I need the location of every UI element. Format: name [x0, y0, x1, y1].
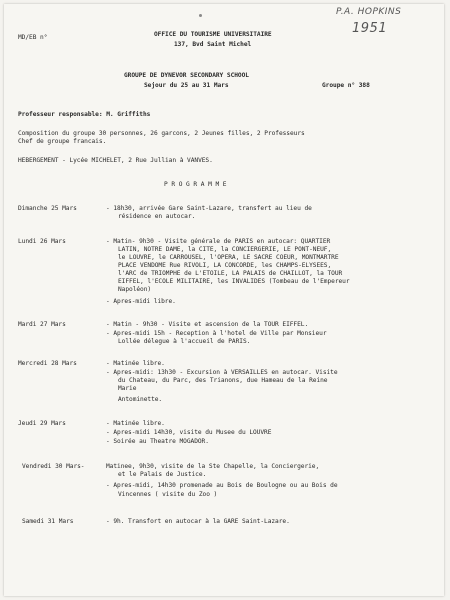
ink-dot — [199, 14, 202, 17]
day-label-thursday: Jeudi 29 Mars — [18, 420, 66, 427]
tuesday-line-1: - Matin - 9h30 - Visite et ascension de la TOUR EIFFEL. — [106, 321, 309, 328]
day-label-saturday: Samedi 31 Mars — [22, 518, 74, 525]
friday-line-4: Vincennes ( visite du Zoo ) — [118, 491, 218, 498]
reference-number: MD/EB n° — [18, 34, 48, 41]
handwritten-year: 1951 — [352, 21, 388, 36]
office-name: OFFICE DU TOURISME UNIVERSITAIRE — [154, 31, 272, 38]
monday-line-3: le LOUVRE, le CARROUSEL, l'OPERA, LE SACRE COEUR, MONTMARTRE — [118, 254, 339, 261]
wednesday-line-3: du Chateau, du Parc, des Trianons, due Hameau de la Reine — [118, 377, 328, 384]
thursday-line-1: - Matinée libre. — [106, 420, 165, 427]
wednesday-line-1: - Matinée libre. — [106, 360, 165, 367]
day-label-monday: Lundi 26 Mars — [18, 238, 66, 245]
tuesday-line-3: Lollée délegue à l'accueil de PARIS. — [118, 338, 251, 345]
friday-line-3: - Apres-midi, 14h30 promenade au Bois de Boulogne ou au Bois de — [106, 482, 338, 489]
lodging-line: HEBERGEMENT - Lycée MICHELET, 2 Rue Jullian à VANVES. — [18, 157, 213, 164]
professor-line: Professeur responsable: M. Griffiths — [18, 111, 151, 118]
monday-line-5: l'ARC de TRIOMPHE de L'ETOILE, LA PALAIS de CHAILLOT, la TOUR — [118, 270, 343, 277]
day-label-sunday: Dimanche 25 Mars — [18, 205, 77, 212]
office-address: 137, Bvd Saint Michel — [174, 41, 252, 48]
saturday-line-1: - 9h. Transfort en autocar à la GARE Saint-Lazare. — [106, 518, 290, 525]
day-label-tuesday: Mardi 27 Mars — [18, 321, 66, 328]
friday-line-2: et le Palais de Justice. — [118, 471, 207, 478]
thursday-line-2: - Apres-midi 14h30, visite du Musee du LOUVRE — [106, 429, 272, 436]
sunday-line-1: - 18h30, arrivée Gare Saint-Lazare, transfert au lieu de — [106, 205, 312, 212]
composition-line-1: Composition du groupe 30 personnes, 26 garcons, 2 Jeunes filles, 2 Professeurs — [18, 130, 305, 137]
wednesday-line-4: Marie — [118, 385, 137, 392]
wednesday-line-5: Antominette. — [118, 396, 163, 403]
monday-line-6: EIFFEL, l'ECOLE MILITAIRE, les INVALIDES (Tombeau de l'Empereur — [118, 278, 350, 285]
composition-line-2: Chef de groupe francais. — [18, 138, 107, 145]
tuesday-line-2: - Apres-midi 15h - Reception à l'hotel de Ville par Monsieur — [106, 330, 327, 337]
monday-line-7: Napoléon) — [118, 286, 152, 293]
monday-line-1: - Matin- 9h30 - Visite générale de PARIS en autocar: QUARTIER — [106, 238, 331, 245]
day-label-friday: Vendredi 30 Mars- — [22, 463, 85, 470]
group-title: GROUPE DE DYNEVOR SECONDARY SCHOOL — [124, 72, 249, 79]
thursday-line-3: - Soirée au Theatre MOGADOR. — [106, 438, 209, 445]
group-dates: Sejour du 25 au 31 Mars — [144, 82, 229, 89]
wednesday-line-2: - Apres-midi: 13h30 - Excursion à VERSAILLES en autocar. Visite — [106, 369, 338, 376]
typed-document — [4, 4, 444, 596]
handwritten-name: P.A. HOPKINS — [336, 7, 402, 17]
day-label-wednesday: Mercredi 28 Mars — [18, 360, 77, 367]
monday-line-2: LATIN, NOTRE DAME, la CITE, la CONCIERGERIE, LE PONT-NEUF, — [118, 246, 332, 253]
programme-title: P R O G R A M M E — [164, 181, 227, 188]
monday-line-4: PLACE VENDOME Rue RIVOLI, LA CONCORDE, les CHAMPS-ELYSEES, — [118, 262, 332, 269]
monday-line-8: - Apres-midi libre. — [106, 298, 176, 305]
friday-line-1: Matinee, 9h30, visite de la Ste Chapelle, la Conciergerie, — [106, 463, 320, 470]
group-number: Groupe n° 388 — [322, 82, 370, 89]
sunday-line-2: résidence en autocar. — [118, 213, 196, 220]
